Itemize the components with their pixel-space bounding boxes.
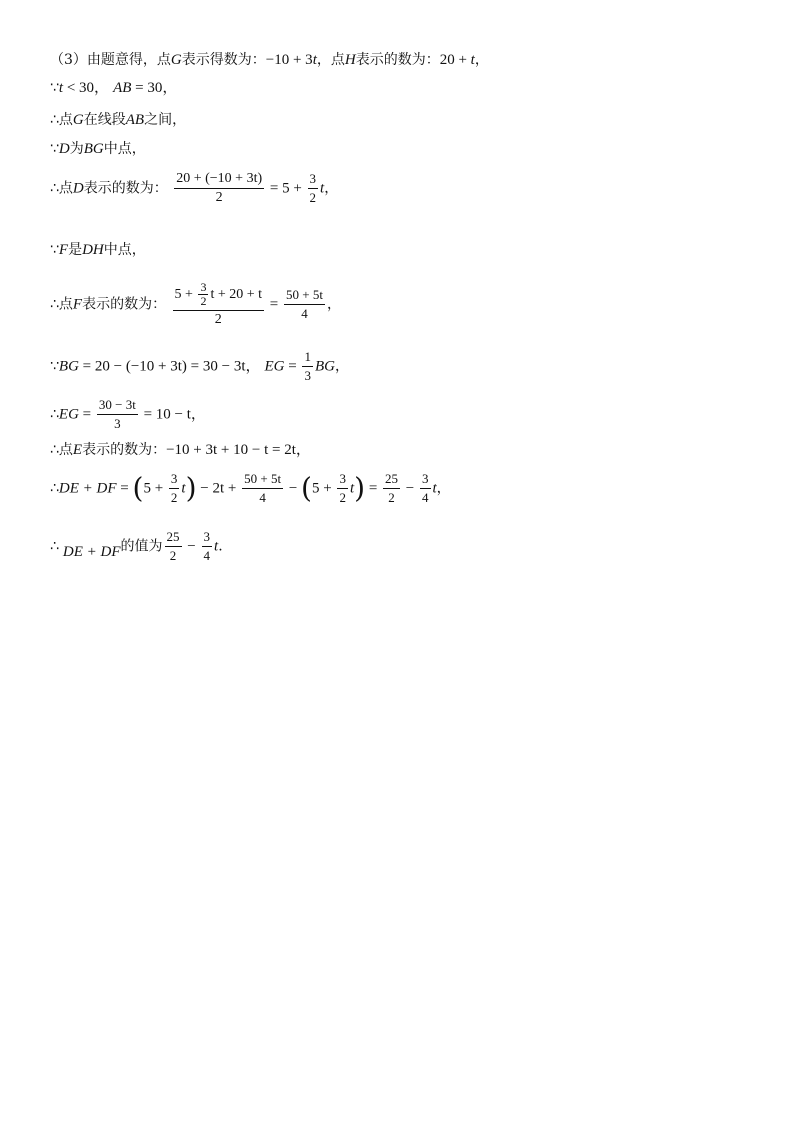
- expr: =: [116, 480, 133, 497]
- denominator: 4: [259, 490, 266, 505]
- text: 表示得数为：: [181, 52, 266, 68]
- var-DH: DH: [82, 242, 104, 258]
- text: 在线段: [83, 112, 126, 128]
- denominator: 4: [422, 490, 429, 505]
- therefore-symbol: ∴: [50, 112, 59, 128]
- paren: ): [354, 471, 366, 505]
- numerator: 3: [202, 528, 213, 547]
- var-G: G: [72, 112, 84, 128]
- var-AB: AB: [125, 112, 145, 128]
- text: 点: [58, 112, 73, 128]
- denominator: 2: [200, 294, 207, 309]
- var-F: F: [72, 296, 83, 313]
- numerator: 25: [383, 470, 400, 489]
- text: 点: [58, 180, 73, 197]
- fraction: [165, 528, 182, 565]
- var-BG: BG: [314, 358, 335, 375]
- numerator: 30 − 3t: [97, 396, 138, 415]
- text: ，: [436, 480, 451, 497]
- var-AB: AB: [113, 80, 132, 96]
- denominator: 2: [170, 490, 178, 505]
- denominator: 4: [301, 306, 308, 321]
- text: ，: [326, 296, 341, 313]
- expr: = 30，: [131, 80, 178, 96]
- var-G: G: [170, 52, 182, 68]
- because-symbol: ∵: [50, 141, 59, 157]
- line-10: [50, 440, 311, 460]
- fraction: [383, 470, 400, 507]
- therefore-symbol: ∴: [50, 180, 59, 197]
- fraction: [97, 396, 138, 433]
- fraction: [337, 470, 348, 507]
- fraction: [308, 170, 319, 207]
- denominator: 2: [339, 490, 346, 505]
- var-t: t: [432, 480, 437, 497]
- text: 点: [58, 296, 73, 313]
- expr: =: [365, 480, 382, 497]
- numerator: 25: [165, 528, 182, 547]
- expr: − 2t +: [196, 480, 241, 497]
- expr: =: [78, 406, 95, 423]
- therefore-symbol: ∴: [50, 480, 59, 497]
- because-symbol: ∵: [50, 80, 59, 96]
- expr: 20 +: [439, 52, 471, 68]
- text: 之间，: [144, 112, 187, 128]
- expr: t + 20 + t: [210, 287, 263, 302]
- expr: =: [284, 358, 301, 375]
- line-5: [50, 170, 338, 207]
- expr: = 5 +: [266, 180, 306, 197]
- denominator: 2: [215, 190, 223, 205]
- var-t: t: [349, 480, 355, 497]
- var-t: t: [58, 80, 64, 96]
- var-t: t: [214, 538, 219, 555]
- text: 点: [58, 442, 73, 458]
- expr: =: [266, 296, 282, 313]
- var-EG: EG: [58, 406, 79, 423]
- therefore-symbol: ∴: [50, 442, 59, 458]
- fraction: [169, 470, 180, 507]
- line-2: [50, 78, 177, 98]
- expr: −10 + 3t + 10 − t = 2t，: [166, 442, 311, 458]
- paren: (: [301, 471, 312, 505]
- var-D: D: [58, 141, 70, 157]
- var-F: F: [58, 242, 69, 258]
- denominator: 2: [388, 490, 395, 505]
- var-BG: BG: [83, 141, 104, 157]
- text: 表示的数为：: [355, 52, 440, 68]
- text: ，: [474, 52, 489, 68]
- expr: −: [285, 480, 302, 497]
- line-4: [50, 139, 146, 159]
- fraction: [420, 470, 431, 507]
- text: 表示的数为：: [83, 180, 168, 197]
- denominator: 2: [169, 548, 177, 563]
- numerator: 3: [420, 470, 431, 489]
- paren: (: [132, 471, 144, 505]
- line-12: [50, 528, 223, 565]
- var-EG: EG: [264, 358, 285, 375]
- fraction: [198, 281, 208, 308]
- numerator: 50 + 5t: [242, 470, 283, 489]
- text: （3）由题意得，点: [50, 52, 171, 68]
- fraction: [284, 286, 325, 323]
- text: 的值为: [120, 538, 163, 555]
- denominator: 4: [203, 548, 211, 563]
- text: ，: [324, 180, 339, 197]
- numerator: 3: [308, 170, 319, 189]
- denominator: 2: [309, 190, 317, 205]
- numerator: 1: [302, 348, 313, 367]
- text: 为: [69, 141, 84, 157]
- numerator: 3: [200, 280, 207, 295]
- expr: < 30，: [63, 80, 110, 96]
- expr: −: [402, 480, 418, 497]
- denominator: 3: [114, 416, 121, 431]
- denominator: 3: [304, 368, 311, 383]
- line-8: [50, 348, 349, 385]
- fraction: [202, 528, 213, 565]
- line-7: [50, 280, 341, 329]
- var-t: t: [320, 180, 325, 197]
- fraction: [174, 170, 264, 207]
- numerator: [173, 280, 264, 311]
- numerator: 20 + (−10 + 3t): [174, 170, 264, 189]
- numerator: 3: [337, 470, 348, 489]
- var-D: D: [72, 180, 84, 197]
- text: ，: [334, 358, 349, 375]
- var-t: t: [312, 52, 317, 68]
- line-3: [50, 110, 186, 130]
- text: 表示的数为：: [82, 442, 167, 458]
- expr: −: [183, 538, 200, 555]
- therefore-symbol: ∴: [50, 406, 59, 423]
- lhs: DE + DF: [62, 543, 121, 560]
- line-6: [50, 240, 146, 260]
- expr: 5 +: [143, 480, 167, 497]
- var-E: E: [72, 442, 83, 458]
- line-11: [50, 470, 451, 507]
- numerator: 3: [169, 470, 180, 489]
- var-H: H: [344, 52, 356, 68]
- therefore-symbol: ∴: [50, 538, 59, 555]
- line-1: [50, 50, 489, 70]
- line-9: [50, 396, 206, 433]
- expr: = 10 − t，: [139, 406, 206, 423]
- text: ，点: [316, 52, 345, 68]
- var-BG: BG: [58, 358, 79, 375]
- because-symbol: ∵: [50, 358, 59, 375]
- text: 中点，: [103, 141, 146, 157]
- numerator: 50 + 5t: [284, 286, 325, 305]
- fraction: [242, 470, 283, 507]
- fraction: [173, 280, 264, 329]
- fraction: [302, 348, 313, 385]
- text: 中点，: [103, 242, 146, 258]
- expr: 5 +: [311, 480, 336, 497]
- text: 表示的数为：: [82, 296, 167, 313]
- lhs: DE + DF: [58, 480, 117, 497]
- therefore-symbol: ∴: [50, 296, 59, 313]
- denominator: 2: [214, 312, 222, 327]
- var-t: t: [470, 52, 475, 68]
- expr: 5 +: [174, 287, 197, 302]
- because-symbol: ∵: [50, 242, 59, 258]
- text: .: [218, 538, 223, 555]
- text: 是: [68, 242, 83, 258]
- var-t: t: [181, 480, 186, 497]
- expr: −10 + 3: [265, 52, 313, 68]
- expr: = 20 − (−10 + 3t) = 30 − 3t，: [78, 358, 261, 375]
- paren: ): [185, 471, 197, 505]
